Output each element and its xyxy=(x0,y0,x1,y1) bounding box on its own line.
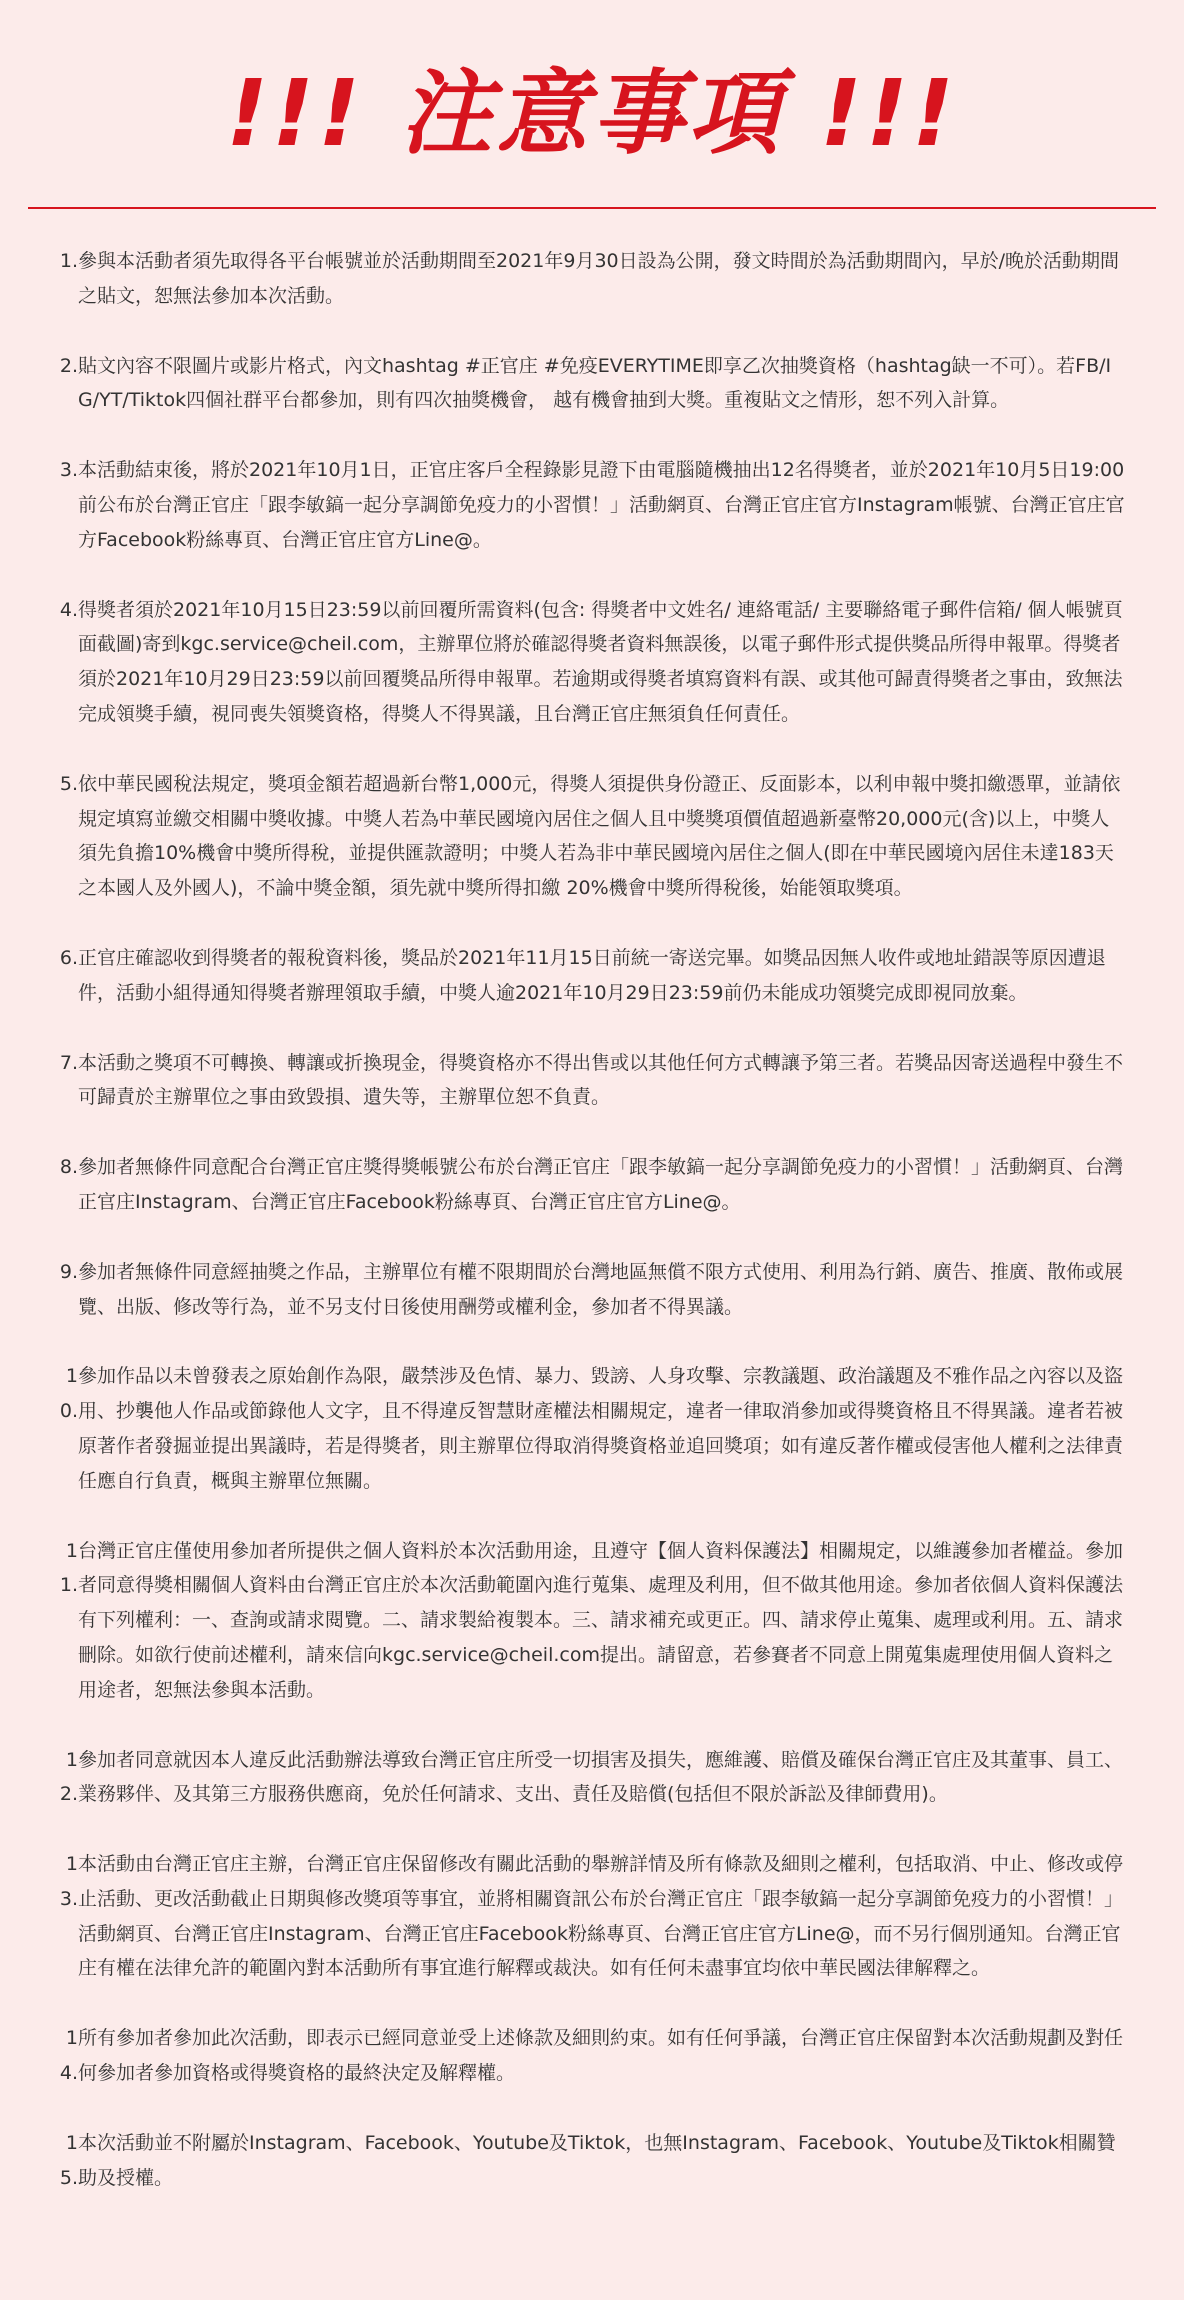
term-text: 本次活動並不附屬於Instagram、Facebook、Youtube及Tiktok，也無Instagram、Facebook、Youtube及Tiktok相關贊助及授權。 xyxy=(78,2131,1116,2189)
term-item-5 xyxy=(48,767,1126,906)
title-section xyxy=(0,0,1184,210)
term-text: 參與本活動者須先取得各平台帳號並於活動期間至2021年9月30日設為公開，發文時間於為活動期間內，早於/晚於活動期間之貼文，恕無法參加本次活動。 xyxy=(78,250,1120,307)
term-number: 1. xyxy=(59,250,78,272)
term-item-4 xyxy=(48,593,1126,732)
term-text: 參加者無條件同意經抽獎之作品，主辦單位有權不限期間於台灣地區無償不限方式使用、利用為行銷、廣告、推廣、散佈或展覽、出版、修改等行為，並不另支付日後使用酬勞或權利金，參加者不得異議。 xyxy=(78,1260,1124,1318)
term-item-2 xyxy=(48,349,1126,419)
term-item-1 xyxy=(48,244,1126,314)
term-text: 貼文內容不限圖片或影片格式，內文hashtag #正官庄 #免疫EVERYTIME即享乙次抽獎資格（hashtag缺一不可）。若FB/IG/YT/Tiktok四個社群平台都參加，則有四次抽獎機會， 越有機會抽到大獎。重複貼文之情形，恕不列入計算。 xyxy=(78,354,1112,412)
title-divider xyxy=(28,207,1156,209)
term-number: 10. xyxy=(59,1365,78,1423)
term-number: 11. xyxy=(59,1539,78,1597)
term-number: 9. xyxy=(59,1260,78,1283)
term-number: 13. xyxy=(59,1853,78,1910)
term-number: 14. xyxy=(59,2027,78,2085)
term-item-3 xyxy=(48,453,1126,557)
term-text: 參加者無條件同意配合台灣正官庄獎得獎帳號公布於台灣正官庄「跟李敏鎬一起分享調節免疫力的小習慣！」活動網頁、台灣正官庄Instagram、台灣正官庄Facebook粉絲專頁、台灣正官庄官方Line@。 xyxy=(78,1156,1124,1213)
term-text: 參加者同意就因本人違反此活動辦法導致台灣正官庄所受一切損害及損失，應維護、賠償及確保台灣正官庄及其董事、員工、業務夥伴、及其第三方服務供應商，免於任何請求、支出、責任及賠償(包括但不限於訴訟及律師費用)。 xyxy=(78,1748,1124,1806)
page-title: !!! 注意事項 !!! xyxy=(226,60,958,167)
term-item-13 xyxy=(48,1847,1126,1986)
term-item-15 xyxy=(48,2126,1126,2196)
term-item-11 xyxy=(48,1534,1126,1708)
term-text: 本活動結束後，將於2021年10月1日，正官庄客戶全程錄影見證下由電腦隨機抽出12名得獎者，並於2021年10月5日19:00前公布於台灣正官庄「跟李敏鎬一起分享調節免疫力的小習慣！」活動網頁、台灣正官庄官方Instagram帳號、台灣正官庄官方Facebook粉絲專頁、台灣正官庄官方Line@。 xyxy=(78,459,1125,551)
term-item-8 xyxy=(48,1150,1126,1220)
term-item-14 xyxy=(48,2021,1126,2091)
term-number: 4. xyxy=(59,598,78,621)
term-item-10 xyxy=(48,1359,1126,1498)
term-item-12 xyxy=(48,1743,1126,1813)
term-text: 得獎者須於2021年10月15日23:59以前回覆所需資料(包含: 得獎者中文姓名/ 連絡電話/ 主要聯絡電子郵件信箱/ 個人帳號頁面截圖)寄到kgc.service@cheil.com，主辦單位將於確認得獎者資料無誤後，以電子郵件形式提供獎品所得申報單。得獎者須於2021年10月29日23:59以前回覆獎品所得申報單。若逾期或得獎者填寫資料有誤、或其他可歸責得獎者之事由，致無法完成領獎手續，視同喪失領獎資格，得獎人不得異議，且台灣正官庄無須負任何責任。 xyxy=(78,598,1123,725)
term-text: 依中華民國稅法規定，獎項金額若超過新台幣1,000元，得獎人須提供身份證正、反面影本，以利申報中獎扣繳憑單，並請依規定填寫並繳交相關中獎收據。中獎人若為中華民國境內居住之個人且中獎獎項價值超過新臺幣20,000元(含)以上，中獎人須先負擔10%機會中獎所得稅，並提供匯款證明；中獎人若為非中華民國境內居住之個人(即在中華民國境內居住未達183天之本國人及外國人)，不論中獎金額，須先就中獎所得扣繳 20%機會中獎所得稅後，始能領取獎項。 xyxy=(78,772,1121,900)
term-number: 2. xyxy=(59,354,78,377)
term-number: 7. xyxy=(59,1051,78,1074)
term-number: 6. xyxy=(59,946,78,969)
term-text: 正官庄確認收到得獎者的報稅資料後，獎品於2021年11月15日前統一寄送完畢。如獎品因無人收件或地址錯誤等原因遭退件，活動小組得通知得獎者辦理領取手續，中獎人逾2021年10月29日23:59前仍未能成功領獎完成即視同放棄。 xyxy=(78,946,1106,1004)
term-text: 台灣正官庄僅使用參加者所提供之個人資料於本次活動用途，且遵守【個人資料保護法】相關規定，以維護參加者權益。參加者同意得獎相關個人資料由台灣正官庄於本次活動範圍內進行蒐集、處理及利用，但不做其他用途。參加者依個人資料保護法有下列權利：一、查詢或請求閱覽。二、請求製給複製本。三、請求補充或更正。四、請求停止蒐集、處理或利用。五、請求刪除。如欲行使前述權利，請來信向kgc.service@cheil.com提出。請留意，若參賽者不同意上開蒐集處理使用個人資料之用途者，恕無法參與本活動。 xyxy=(78,1539,1124,1701)
term-number: 15. xyxy=(59,2131,78,2189)
term-item-7 xyxy=(48,1046,1126,1116)
term-text: 本活動之獎項不可轉換、轉讓或折換現金，得獎資格亦不得出售或以其他任何方式轉讓予第三者。若獎品因寄送過程中發生不可歸責於主辦單位之事由致毀損、遺失等，主辦單位恕不負責。 xyxy=(78,1051,1124,1109)
term-number: 3. xyxy=(59,459,78,482)
term-text: 本活動由台灣正官庄主辦，台灣正官庄保留修改有關此活動的舉辦詳情及所有條款及細則之權利，包括取消、中止、修改或停止活動、更改活動截止日期與修改獎項等事宜，並將相關資訊公布於台灣正官庄「跟李敏鎬一起分享調節免疫力的小習慣！」活動網頁、台灣正官庄Instagram、台灣正官庄Facebook粉絲專頁、台灣正官庄官方Line@，而不另行個別通知。台灣正官庄有權在法律允許的範圍內對本活動所有事宜進行解釋或裁決。如有任何未盡事宜均依中華民國法律解釋之。 xyxy=(78,1853,1124,1980)
term-text: 所有參加者參加此次活動，即表示已經同意並受上述條款及細則約束。如有任何爭議，台灣正官庄保留對本次活動規劃及對任何參加者參加資格或得獎資格的最終決定及解釋權。 xyxy=(78,2027,1124,2085)
term-number: 12. xyxy=(59,1748,78,1806)
terms-list xyxy=(48,244,1126,2230)
term-item-6 xyxy=(48,941,1126,1011)
term-item-9 xyxy=(48,1255,1126,1325)
term-text: 參加作品以未曾發表之原始創作為限，嚴禁涉及色情、暴力、毀謗、人身攻擊、宗教議題、政治議題及不雅作品之內容以及盜用、抄襲他人作品或節錄他人文字，且不得違反智慧財產權法相關規定，違者一律取消參加或得獎資格且不得異議。違者若被原著作者發掘並提出異議時，若是得獎者，則主辦單位得取消得獎資格並追回獎項；如有違反著作權或侵害他人權利之法律責任應自行負責，概與主辦單位無關。 xyxy=(78,1365,1124,1492)
term-number: 5. xyxy=(59,772,78,795)
term-number: 8. xyxy=(59,1156,78,1179)
